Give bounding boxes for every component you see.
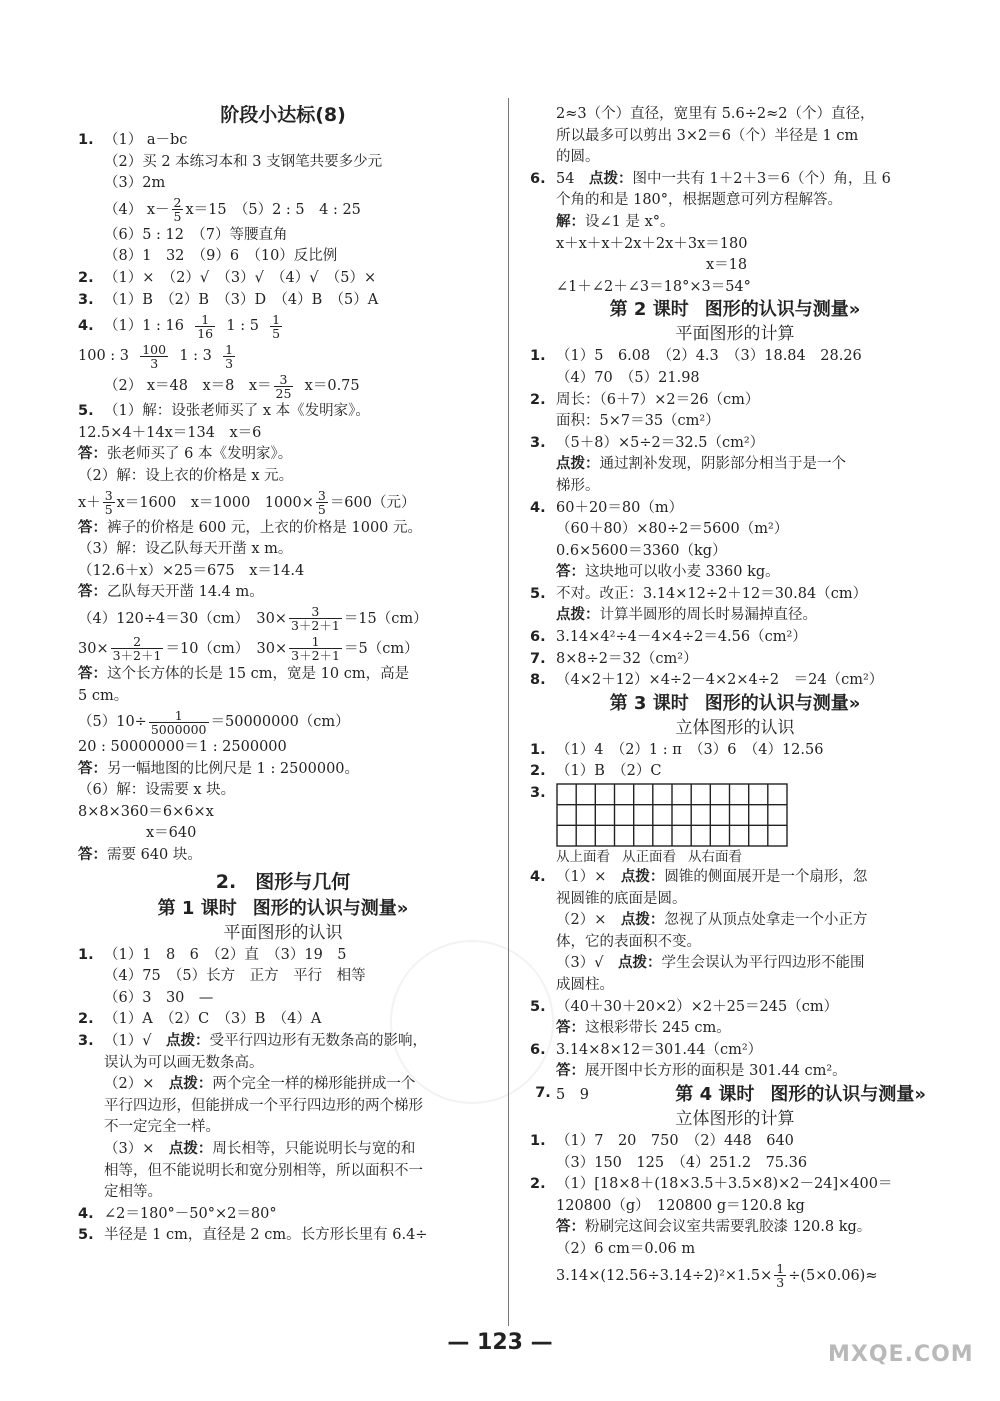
l3q6-a: 6. 3.14×8×12＝301.44（cm²） (530, 1041, 763, 1058)
section2-title: 2. 图形与几何 (215, 870, 351, 893)
q1-a3: （3）2m (104, 175, 166, 192)
q5-l19: x＝640 (146, 825, 197, 842)
q6-a: 6. 54 点拨：图中一共有 1＋2＋3＝6（个）角，且 6 (530, 170, 891, 187)
l3q4-a: 4. （1）× 点拨：圆锥的侧面展开是一个扇形，忽 (530, 869, 868, 886)
q6-f: ∠1＋∠2＋∠3＝18°×3＝54° (556, 278, 751, 295)
lesson1-title: 第 1 课时 图形的认识与测量» (157, 897, 409, 919)
l2q3-c: 梯形。 (556, 477, 600, 494)
column-divider (508, 98, 509, 1326)
q5-l11: 30× $\frac{2}{3+2+1}$ ＝10（cm） 30× $\frac{1}{3+2+1}$ ＝5（cm） (78, 634, 419, 664)
lesson3-subtitle: 立体图形的认识 (675, 717, 795, 738)
q5-l9: 答：乙队每天开凿 14.4 m。 (78, 584, 264, 601)
q5-l7: （3）解：设乙队每天开凿 x m。 (78, 541, 293, 558)
q5-l10: （4）120÷4＝30（cm） 30× $\frac{3}{3+2+1}$ ＝15（cm） (78, 604, 428, 634)
lesson2-title: 第 2 课时 图形的认识与测量» (609, 299, 861, 321)
l4q2-c: 答：粉刷完这间会议室共需要乳胶漆 120.8 kg。 (556, 1219, 872, 1236)
l4q2-d: （2）6 cm＝0.06 m (556, 1240, 696, 1257)
q4-row3: （2） x＝48 x＝8 x＝ $\frac{3}{25}$ x＝0.75 (104, 371, 360, 401)
l2q2-a: 2. 周长：（6＋7）×2＝26（cm） (530, 391, 760, 408)
q5-l2: 12.5×4＋14x＝134 x＝6 (78, 424, 262, 441)
q4-row1: 4. （1）1 : 16 $\frac{1}{16}$ 1 : 5 $\frac{1}{5}$ (78, 311, 281, 341)
q5-l18: 8×8×360＝6×6×x (78, 803, 214, 820)
q6-e: x＝18 (706, 257, 748, 274)
l2q4-a: 4. 60＋20＝80（m） (530, 499, 684, 516)
l2q1-b: （4）70 （5）21.98 (556, 369, 700, 386)
l4q1-a: 1. （1）7 20 750 （2）448 640 (530, 1132, 794, 1149)
l3q4-c2: 成圆柱。 (556, 977, 614, 993)
q4-row2: 100 : 3 $\frac{100}{3}$ 1 : 3 $\frac{1}{3}$ (78, 341, 234, 371)
l1q3-a: 3. （1）√ 点拨：受平行四边形有无数条高的影响， (78, 1033, 427, 1050)
left-column: 阶段小达标(8) 1. （1） a－bc （2）买 2 本练习本和 3 支钢笔共要多少元 （3）2m （4） x－ $\frac{2}{5}$ x＝15 （5）2 : 5 4 : 25 （6）5 : 12 （7）等腰直角 （8）1 32 （9）6 （10）反比例 2. （1）× （2）√ （3）√ （4）√ （5）× 3. （1）B （2）B （3）D （4）B （5）A 4. （1）1 : 16 $\frac{1}{16}$ 1 : 5 $\frac{1}{5}$ 100 : 3 $\frac{100}{3}$ 1 : 3 $\frac{1}{3}$ （2） x＝48 x＝8 x＝ $\frac{3}{25}$ x＝0.75 5. （1）解：设张老师买了 x 本《发明家》。 12.5×4＋14x＝134 x＝6 答：张老师买了 6 本《发明家》。 （2）解：设上衣的价格是 x 元。 x＋ $\frac{3}{5}$ x＝1600 x＝1000 1000× $\frac{3}{5}$ ＝600（元） 答：裤子的价格是 600 元，上衣的价格是 1000 元。 （3）解：设乙队每天开凿 x m。 （12.6＋x）×25＝675 x＝14.4 答：乙队每天开凿 14.4 m。 （4）120÷4＝30（cm） 30× $\frac{3}{3+2+1}$ ＝15（cm） 30× $\frac{2}{3+2+1}$ ＝10（cm） 30× $\frac{1}{3+2+1}$ ＝5（cm） 答：这个长方体的长是 15 cm，宽是 10 cm，高是 5 cm。 （5）10÷ $\frac{1}{5000000}$ ＝50000000（cm） 20 : 50000000＝1 : 2500000 答：另一幅地图的比例尺是 1 : 2500000。 （6）解：设需要 x 块。 8×8×360＝6×6×x x＝640 答：需要 640 块。 2. 图形与几何 第 1 课时 图形的认识与测量» 平面图形的认识 1. （1）1 8 6 （2）直 （3）19 5 （4）75 （5）长方 正方 平行 相等 （6）3 30 — 2. （1）A （2）C （3）B （4）A 3. （1）√ 点拨：受平行四边形有无数条高的影响， 误认为可以画无数条高。 （2）× 点拨：两个完全一样的梯形能拼成一个 平行四边形，但能拼成一个平行四边形的两个梯形 不一定完全一样。 （3）× 点拨：周长相等，只能说明长与宽的和 相等，但不能说明长和宽分别相等，所以面积不一 定相等。 4. ∠2＝180°－50°×2＝80° 5. 半径是 1 cm，直径是 2 cm。长方形长里有 6.4÷ (78, 100, 488, 1247)
l1q3-b2: 平行四边形，但能拼成一个平行四边形的两个梯形 (104, 1097, 423, 1114)
l3q4-c: （3）√ 点拨：学生会误认为平行四边形不能围 (556, 955, 865, 972)
q1-a4: （4） x－ $\frac{2}{5}$ x＝15 （5）2 : 5 4 : 25 (104, 195, 361, 225)
l3q1: 1. （1）4 （2）1 : π （3）6 （4）12.56 (530, 741, 824, 758)
l2q6: 6. 3.14×4²÷4－4×4÷2＝4.56（cm²） (530, 629, 807, 646)
q6-c: 解：设∠1 是 x°。 (556, 213, 675, 230)
q1-a6: （6）5 : 12 （7）等腰直角 (104, 226, 288, 243)
l2q4-d: 答：这块地可以收小麦 3360 kg。 (556, 564, 780, 581)
q1-a1: （1） a－bc (104, 132, 188, 148)
q5-l12: 答：这个长方体的长是 15 cm，宽是 10 cm，高是 (78, 665, 410, 682)
l4q2-a: 2. （1）[18×8＋(18×3.5＋3.5×8)×2－24]×400＝ (530, 1176, 893, 1193)
l3q5-b: 答：这根彩带长 245 cm。 (556, 1020, 731, 1037)
q5-l4: （2）解：设上衣的价格是 x 元。 (78, 467, 294, 484)
l3q4-b: （2）× 点拨：忽视了从顶点处拿走一个小正方 (556, 912, 868, 929)
lesson2-subtitle: 平面图形的计算 (675, 324, 795, 345)
q1-a2: （2）买 2 本练习本和 3 支钢笔共要多少元 (104, 153, 383, 170)
q6-d: x＋x＋x＋2x＋2x＋3x＝180 (556, 235, 748, 252)
l1q3-b: （2）× 点拨：两个完全一样的梯形能拼成一个 (104, 1076, 416, 1093)
q5-l15: 20 : 50000000＝1 : 2500000 (78, 739, 287, 756)
q5-l16: 答：另一幅地图的比例尺是 1 : 2500000。 (78, 760, 360, 777)
q5-l17: （6）解：设需要 x 块。 (78, 782, 236, 799)
l3q3: 3. (530, 783, 940, 847)
lesson4-title: 7. 5 9 第 4 课时 图形的认识与测量» (535, 1083, 926, 1105)
l2q3-b: 点拨：通过割补发现，阴影部分相当于是一个 (556, 456, 846, 473)
lesson4-subtitle: 立体图形的计算 (675, 1108, 795, 1129)
l4q2-b: 120800（g） 120800 g＝120.8 kg (556, 1197, 805, 1214)
site-watermark: MXQE.COM (828, 1342, 974, 1367)
q1-a8: （8）1 32 （9）6 （10）反比例 (104, 248, 338, 265)
l1q3-c3: 定相等。 (104, 1184, 162, 1201)
l2q5-a: 5. 不对。改正：3.14×12÷2＋12＝30.84（cm） (530, 585, 868, 602)
cont-a: 2≈3（个）直径，宽里有 5.6÷2≈2（个）直径， (556, 106, 875, 122)
q5-l8: （12.6＋x）×25＝675 x＝14.4 (78, 562, 305, 579)
l2q1-a: 1. （1）5 6.08 （2）4.3 （3）18.84 28.26 (530, 348, 862, 365)
l3q2: 2. （1）B （2）C (530, 763, 662, 780)
q5-l13: 5 cm。 (78, 687, 129, 704)
fraction: $\frac{2}{5}$ (173, 195, 182, 225)
l3q4-b2: 体，它的表面积不变。 (556, 933, 701, 950)
lesson1-subtitle: 平面图形的认识 (223, 922, 343, 943)
l3q5-a: 5. （40＋30＋20×2）×2＋25＝245（cm） (530, 998, 839, 1015)
l1q1-c: （6）3 30 — (104, 989, 214, 1006)
l1q1-b: （4）75 （5）长方 正方 平行 相等 (104, 968, 366, 985)
q5-l5: x＋ $\frac{3}{5}$ x＝1600 x＝1000 1000× $\frac{3}{5}$ ＝600（元） (78, 488, 416, 518)
l1q4: 4. ∠2＝180°－50°×2＝80° (78, 1205, 277, 1222)
q5-l6: 答：裤子的价格是 600 元，上衣的价格是 1000 元。 (78, 519, 423, 536)
l1q1-a: 1. （1）1 8 6 （2）直 （3）19 5 (78, 946, 347, 963)
q3: 3. （1）B （2）B （3）D （4）B （5）A (78, 291, 379, 308)
l2q7: 7. 8×8÷2＝32（cm²） (530, 650, 698, 667)
l2q3-a: 3. （5＋8）×5÷2＝32.5（cm²） (530, 434, 765, 451)
l1q3-b3: 不一定完全一样。 (104, 1119, 220, 1136)
cont-b: 所以最多可以剪出 3×2＝6（个）半径是 1 cm (556, 127, 859, 144)
l1q3-c: （3）× 点拨：周长相等，只能说明长与宽的和 (104, 1141, 416, 1157)
q5-l3: 答：张老师买了 6 本《发明家》。 (78, 446, 293, 463)
q5-l14: （5）10÷ $\frac{1}{5000000}$ ＝50000000（cm） (78, 707, 350, 737)
lesson3-title: 第 3 课时 图形的认识与测量» (609, 692, 861, 714)
q2: 2. （1）× （2）√ （3）√ （4）√ （5）× (78, 269, 377, 286)
q5-l1: 5. （1）解：设张老师买了 x 本《发明家》。 (78, 403, 370, 420)
view-labels: 从上面看 从正面看 从右面看 (556, 849, 742, 866)
l1q5: 5. 半径是 1 cm，直径是 2 cm。长方形长里有 6.4÷ (78, 1227, 428, 1244)
l1q3-c2: 相等，但不能说明长和宽分别相等，所以面积不一 (104, 1162, 423, 1179)
l4q1-b: （3）150 125 （4）251.2 75.36 (556, 1154, 808, 1171)
right-column (530, 104, 940, 1291)
l2q4-b: （60＋80）×80÷2＝5600（m²） (556, 521, 789, 538)
l2q2-b: 面积：5×7＝35（cm²） (556, 413, 720, 430)
l3q6-b: 答：展开图中长方形的面积是 301.44 cm²。 (556, 1063, 847, 1080)
l4q2-e: 3.14×(12.56÷3.14÷2)²×1.5× $\frac{1}{3}$ ÷(5×0.06)≈ (556, 1261, 878, 1291)
stage-title: 阶段小达标(8) (220, 104, 346, 126)
l2q8: 8. （4×2＋12）×4÷2－4×2×4÷2 ＝24（cm²） (530, 672, 884, 689)
l2q5-b: 点拨：计算半圆形的周长时易漏掉直径。 (556, 607, 817, 624)
view-grid (556, 783, 788, 847)
l1q3-a2: 误认为可以画无数条高。 (104, 1054, 264, 1071)
l3q4-a2: 视圆锥的底面是圆。 (556, 890, 687, 907)
q6-b: 个角的和是 180°，根据题意可列方程解答。 (556, 192, 843, 209)
page-number: — 123 — (447, 1330, 553, 1355)
q5-l20: 答：需要 640 块。 (78, 847, 202, 864)
cont-c: 的圆。 (556, 149, 600, 166)
l1q2: 2. （1）A （2）C （3）B （4）A (78, 1011, 322, 1028)
l2q4-c: 0.6×5600＝3360（kg） (556, 542, 727, 559)
